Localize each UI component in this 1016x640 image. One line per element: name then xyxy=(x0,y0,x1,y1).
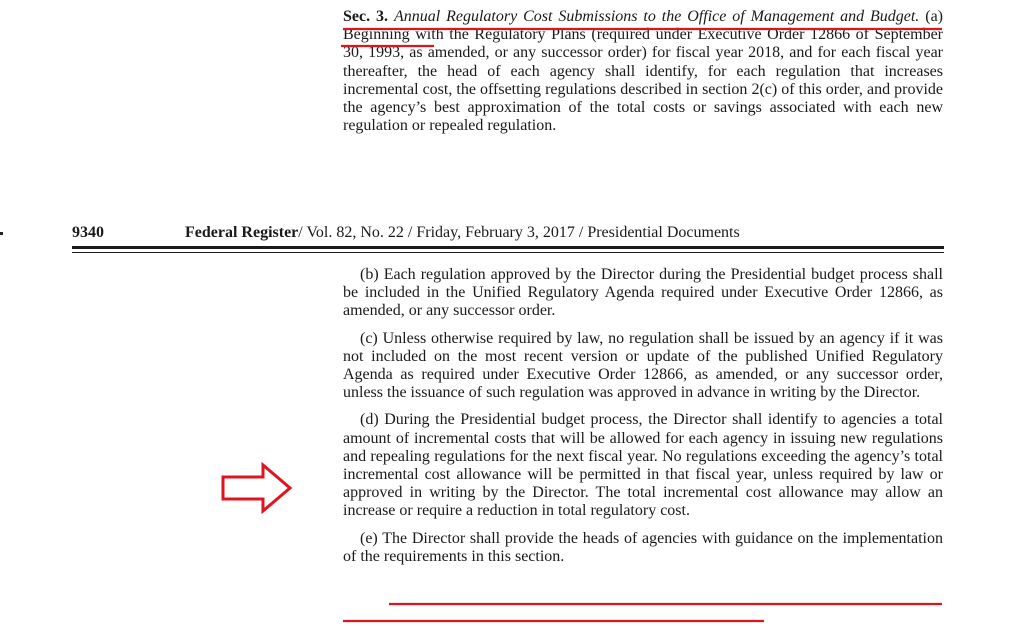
body-column xyxy=(343,266,943,575)
header-citation xyxy=(185,223,740,243)
header-rule-thin xyxy=(72,252,944,253)
paragraph-b: (b) Each regulation approved by the Director during the Presidential budget process shall be included in the Unified Regulatory Agenda required under Executive Order 12866, as amended, or any successor order. xyxy=(343,266,943,320)
section-3-paragraph xyxy=(343,8,943,135)
right-arrow-outline-icon xyxy=(218,460,298,516)
paragraph-c: (c) Unless otherwise required by law, no regulation shall be issued by an agency if it was not included on the most recent version or update of the published Unified Regulatory Agenda as required under Executive Order 12866, as amended, or any successor order, unless the issuance of such regulation was approved in advance in writing by the Director. xyxy=(343,329,943,402)
paragraph-e-label: (e) xyxy=(360,529,378,547)
paragraph-d: (d) During the Presidential budget process, the Director shall identify to agencies a total amount of incremental costs that will be allowed for each agency in issuing new regulations and repealing regulations for the next fiscal year. No regulations exceeding the agency’s total incremental cost allowance will be permitted in that fiscal year, unless required by law or approved in writing by the Director. The total incremental cost allowance may allow an increase or require a reduction in total regulatory cost. xyxy=(343,411,943,520)
section-3a-text: (a) Beginning with the Regulatory Plans (required under Executive Order 12866 of September 30, 1993, as amended, or any successor order) for fiscal year 2018, and for each fiscal year thereafter, the head of each agency shall identify, for each regulation that increases incremental cost, the offsetting regulations described in section 2(c) of this order, and provide the agency’s best approximation of the total costs or savings associated with each new regulation or repealed regulation. xyxy=(343,8,943,135)
header-rule-thick xyxy=(72,246,944,249)
section-title: Annual Regulatory Cost Submissions to the Office of Management and Budget. xyxy=(393,8,920,25)
page-number: 9340 xyxy=(72,224,104,241)
paragraph-e-text: The Director shall provide the heads of agencies with guidance on the implementation of the requirements in this section. xyxy=(343,529,943,565)
section-label: Sec. 3. xyxy=(343,8,389,25)
margin-mark xyxy=(0,232,3,235)
publication-name: Federal Register xyxy=(185,224,299,241)
paragraph-e xyxy=(343,530,943,566)
publication-details: / Vol. 82, No. 22 / Friday, February 3, 2017 / Presidential Documents xyxy=(298,224,740,241)
